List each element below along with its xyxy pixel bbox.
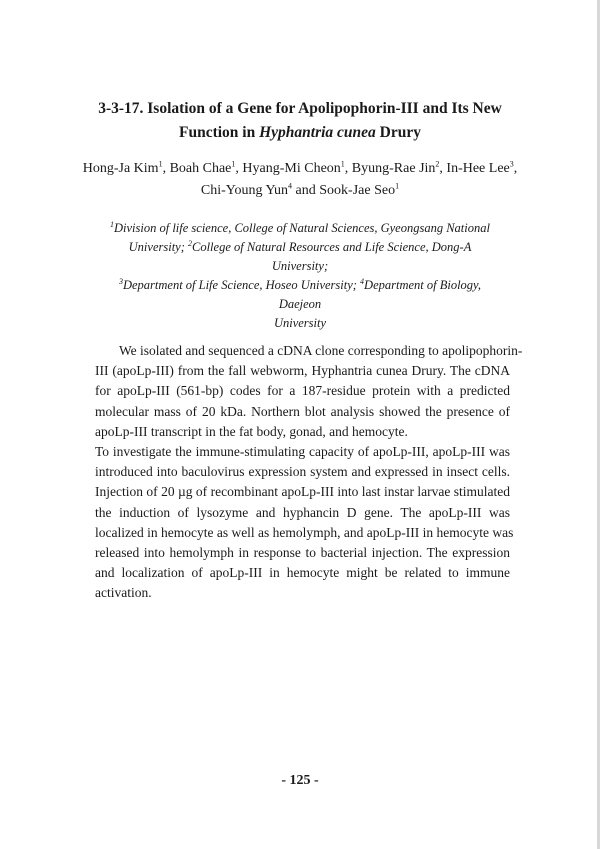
- author-affil-mark: 4: [288, 181, 293, 191]
- author-sep: and: [292, 183, 320, 198]
- abstract-body: [95, 341, 523, 604]
- author-affil-mark: 1: [395, 181, 400, 191]
- author-affil-mark: 1: [231, 159, 236, 169]
- affil-line-2: [100, 238, 500, 276]
- title-prefix: Function in: [178, 124, 260, 141]
- abstract-line: III (apoLp-III) from the fall webworm, Hyphantria cunea Drury. The cDNA: [95, 363, 510, 379]
- affil-text: University: [273, 316, 327, 330]
- title-line-1: 3-3-17. Isolation of a Gene for Apolipophorin-III and Its New: [98, 100, 502, 117]
- abstract-line: released into hemolymph in response to bacterial injection. The expression: [95, 545, 510, 561]
- author-affil-mark: 1: [340, 159, 345, 169]
- abstract-line: introduced into baculovirus expression system and expressed in insect cells.: [95, 464, 510, 480]
- title-suffix: Drury: [375, 124, 421, 141]
- paper-title: [70, 97, 530, 145]
- affil-line-3: [100, 276, 500, 314]
- author-affil-mark: 1: [158, 159, 163, 169]
- affil-text: University;: [128, 240, 188, 254]
- author-sep: ,: [344, 161, 352, 176]
- abstract-line: the induction of lysozyme and hyphancin D gene. The apoLp-III was: [95, 504, 510, 520]
- abstract-line: We isolated and sequenced a cDNA clone corresponding to apolipophorin-: [119, 343, 523, 358]
- affil-mark: 3: [118, 276, 123, 286]
- author-name: Sook-Jae Seo: [319, 183, 396, 198]
- author-affil-mark: 3: [509, 159, 514, 169]
- affil-text: Department of Biology, Daejeon: [278, 278, 482, 311]
- affiliations: [100, 219, 500, 333]
- author-name: Hong-Ja Kim: [82, 161, 159, 176]
- author-sep: ,: [235, 161, 243, 176]
- abstract-line: Injection of 20 µg of recombinant apoLp-III into last instar larvae stimulated: [95, 484, 510, 500]
- author-name: Byung-Rae Jin: [351, 161, 436, 176]
- author-line-1: [70, 158, 530, 180]
- author-line-2: [70, 180, 530, 202]
- author-name: Hyang-Mi Cheon: [242, 161, 341, 176]
- author-name: Chi-Young Yun: [200, 183, 289, 198]
- page-number: - 125 -: [281, 773, 319, 788]
- author-sep: ,: [439, 161, 447, 176]
- abstract-line: To investigate the immune-stimulating capacity of apoLp-III, apoLp-III was: [95, 444, 510, 460]
- affil-mark: 1: [110, 219, 114, 229]
- abstract-line: activation.: [95, 585, 152, 601]
- abstract-line: localized in hemocyte as well as hemolymph, and apoLp-III in hemocyte was: [95, 524, 514, 540]
- affil-text: College of Natural Resources and Life Science, Dong-A University;: [192, 240, 472, 273]
- author-list: [70, 158, 530, 202]
- affil-text: Division of life science, College of Natural Sciences, Gyeongsang National: [114, 221, 490, 235]
- author-affil-mark: 2: [435, 159, 440, 169]
- title-line-2: [70, 121, 530, 145]
- author-sep: ,: [513, 161, 518, 176]
- abstract-line: apoLp-III transcript in the fat body, gonad, and hemocyte.: [95, 423, 408, 439]
- title-species: Hyphantria cunea: [259, 124, 376, 141]
- affil-mark: 4: [360, 276, 365, 286]
- affil-line-4: [100, 314, 500, 333]
- abstract-line: for apoLp-III (561-bp) codes for a 187-residue protein with a predicted: [95, 383, 510, 399]
- author-name: Boah Chae: [169, 161, 232, 176]
- affil-line-1: [100, 219, 500, 238]
- author-name: In-Hee Lee: [446, 161, 510, 176]
- author-sep: ,: [162, 161, 170, 176]
- affil-mark: 2: [188, 238, 192, 248]
- abstract-line: and localization of apoLp-III in hemocyte might be related to immune: [95, 565, 510, 581]
- affil-text: Department of Life Science, Hoseo University;: [122, 278, 361, 292]
- abstract-line: molecular mass of 20 kDa. Northern blot analysis showed the presence of: [95, 403, 510, 419]
